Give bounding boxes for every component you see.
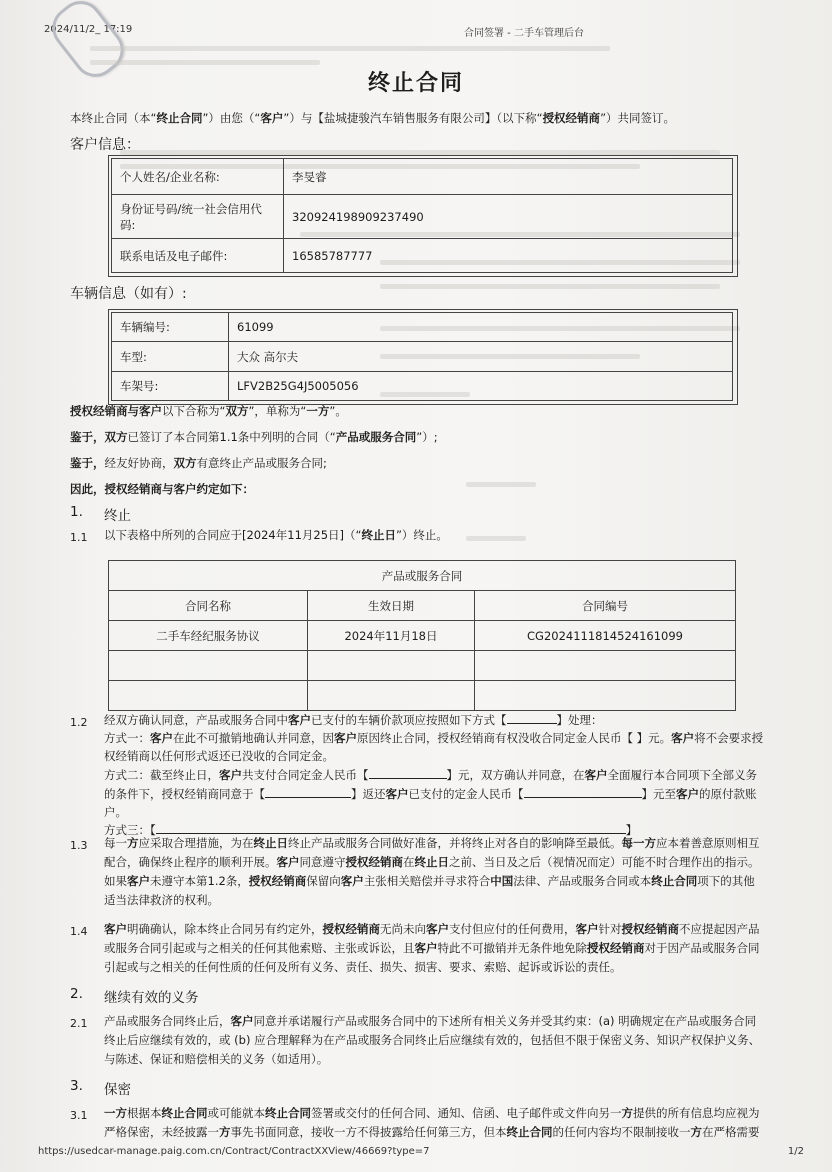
- product-header-number: 合同编号: [475, 591, 736, 621]
- page-number: 1/2: [787, 1146, 804, 1157]
- customer-contact-label: 联系电话及电子邮件:: [112, 239, 284, 273]
- clause-1-2-method-2-cont: 的条件下，授权经销商同意于【 】返还客户已支付的定金人民币【 】元至客户的原付款账: [104, 787, 757, 801]
- parties-paragraph: 授权经销商与客户以下合称为“双方”，单称为“一方”。: [70, 404, 347, 418]
- section-1-title: 终止: [104, 508, 131, 524]
- print-app-title: 合同签署 - 二手车管理后台: [464, 28, 584, 39]
- product-cell-name: 二手车经纪服务协议: [109, 621, 308, 651]
- clause-1-4-number: 1.4: [70, 925, 88, 938]
- customer-contact-value: 16585787777: [284, 239, 733, 273]
- clause-1-3-line-2: 配合，确保终止程序的顺利开展。客户同意遵守授权经销商在终止日之前、当日及之后（视情况而定）可能不时合理作出的指示。: [104, 855, 760, 869]
- vehicle-model-label: 车型:: [112, 342, 229, 372]
- product-contract-table: [108, 560, 736, 711]
- clause-1-2-number: 1.2: [70, 716, 88, 729]
- clause-1-2-method-3: 方式三：【 】: [104, 823, 638, 837]
- product-cell-name: [109, 681, 308, 711]
- product-table-caption: 产品或服务合同: [109, 561, 736, 591]
- section-3-title: 保密: [104, 1082, 131, 1098]
- clause-1-3-line-3: 如果客户未遵守本第1.2条，授权经销商保留向客户主张相关赔偿并寻求符合中国法律、产品或服务合同或本终止合同项下的其他: [104, 874, 755, 888]
- product-cell-date: 2024年11月18日: [308, 621, 475, 651]
- clause-1-3-number: 1.3: [70, 839, 88, 852]
- print-footer: [38, 1146, 804, 1157]
- clause-1-2-method-1: 方式一：客户在此不可撤销地确认并同意，因客户原因终止合同，授权经销商有权没收合同定金人民币【 】元。客户将不会要求授: [104, 731, 764, 745]
- customer-info-table: [111, 158, 733, 273]
- product-cell-number: [475, 681, 736, 711]
- clause-1-4-line-2: 或服务合同引起或与之相关的任何其他索赔、主张或诉讼，且客户特此不可撤销并无条件地免除授权经销商对于因产品或服务合同: [104, 941, 760, 955]
- clause-3-1-line-2: 严格保密，未经披露一方事先书面同意，接收一方不得披露给任何第三方，但本终止合同的任何内容均不限制接收一方在严格需要: [104, 1125, 760, 1139]
- section-1-number: 1.: [70, 504, 83, 520]
- customer-name-label: 个人姓名/企业名称:: [112, 159, 284, 195]
- clause-2-1-line-1: 产品或服务合同终止后，客户同意并承诺履行产品或服务合同中的下述所有相关义务并受其约束：(a) 明确规定在产品或服务合同: [104, 1014, 757, 1028]
- intro-paragraph: 本终止合同（本“终止合同”）由您（“客户”）与【盐城捷骏汽车销售服务有限公司】（以下称“授权经销商”）共同签订。: [70, 111, 676, 125]
- product-header-name: 合同名称: [109, 591, 308, 621]
- clause-1-1-text: 以下表格中所列的合同应于[2024年11月25日]（“终止日”）终止。: [104, 528, 448, 542]
- product-header-date: 生效日期: [308, 591, 475, 621]
- whereas-1: 鉴于，双方已签订了本合同第1.1条中列明的合同（“产品或服务合同”）;: [70, 430, 438, 444]
- vehicle-info-heading: 车辆信息（如有）:: [70, 286, 187, 302]
- product-cell-name: [109, 651, 308, 681]
- vehicle-vin-label: 车架号:: [112, 372, 229, 401]
- vehicle-info-table: [111, 312, 733, 401]
- page-url: https://usedcar-manage.paig.com.cn/Contract/ContractXXView/46669?type=7: [38, 1146, 430, 1157]
- customer-id-label: 身份证号码/统一社会信用代码:: [112, 195, 284, 239]
- method-choice-blank: [507, 711, 557, 724]
- clause-1-1-number: 1.1: [70, 531, 88, 544]
- vehicle-vin-value: LFV2B25G4J5005056: [229, 372, 733, 401]
- refund-amount-blank: [524, 785, 642, 798]
- table-row: [109, 681, 736, 711]
- therefore-paragraph: 因此，授权经销商与客户约定如下：: [70, 482, 254, 496]
- product-cell-number: CG2024111814524161099: [475, 621, 736, 651]
- clause-1-2-method-2: 方式二：截至终止日，客户共支付合同定金人民币【 】元，双方确认并同意，在客户全面履行本合同项下全部义务: [104, 768, 757, 782]
- print-header: [44, 24, 772, 40]
- customer-info-frame: [108, 155, 738, 277]
- deposit-paid-blank: [369, 766, 447, 779]
- table-row: [109, 621, 736, 651]
- vehicle-info-frame: [108, 309, 738, 405]
- clause-3-1-number: 3.1: [70, 1109, 88, 1122]
- table-row: [109, 651, 736, 681]
- print-datetime: 2024/11/2_ 17:19: [44, 24, 133, 35]
- clause-1-2-method-2-end: 户。: [104, 805, 127, 819]
- customer-name-value: 李旻睿: [284, 159, 733, 195]
- section-2-number: 2.: [70, 986, 83, 1002]
- clause-1-3-line-1: 每一方应采取合理措施，为在终止日终止产品或服务合同做好准备，并将终止对各自的影响降至最低。每一方应本着善意原则相互: [104, 836, 760, 850]
- clause-2-1-number: 2.1: [70, 1017, 88, 1030]
- section-2-title: 继续有效的义务: [104, 990, 199, 1006]
- clause-1-2-head: 经双方确认同意，产品或服务合同中客户已支付的车辆价款项应按照如下方式【 】处理：: [104, 713, 603, 727]
- clause-1-4-line-3: 引起或与之相关的任何性质的任何及所有义务、责任、损失、损害、要求、索赔、起诉或诉讼的责任。: [104, 960, 622, 974]
- vehicle-model-value: 大众 高尔夫: [229, 342, 733, 372]
- product-cell-number: [475, 651, 736, 681]
- method-3-blank: [156, 821, 626, 834]
- vehicle-number-value: 61099: [229, 313, 733, 342]
- clause-1-3-line-4: 适当法律救济的权利。: [104, 893, 219, 907]
- refund-date-blank: [265, 785, 351, 798]
- clause-2-1-line-3: 与陈述、保证和赔偿相关的义务（如适用）。: [104, 1052, 329, 1066]
- clause-1-4-line-1: 客户明确确认，除本终止合同另有约定外，授权经销商无尚未向客户支付但应付的任何费用，客户针对授权经销商不应提起因产品: [104, 922, 760, 936]
- customer-id-value: 320924198909237490: [284, 195, 733, 239]
- clause-1-2-method-1-cont: 权经销商以任何形式返还已没收的合同定金。: [104, 749, 334, 763]
- clause-2-1-line-2: 终止后应继续有效的，或 (b) 应合理解释为在产品或服务合同终止后应继续有效的，包括但不限于保密义务、知识产权保护义务、: [104, 1033, 761, 1047]
- document-title: 终止合同: [367, 71, 464, 96]
- product-cell-date: [308, 651, 475, 681]
- customer-info-heading: 客户信息：: [70, 137, 140, 153]
- clause-3-1-line-1: 一方根据本终止合同或可能就本终止合同签署或交付的任何合同、通知、信函、电子邮件或文件向另一方提供的所有信息均应视为: [104, 1106, 760, 1120]
- whereas-2: 鉴于，经友好协商，双方有意终止产品或服务合同;: [70, 456, 327, 470]
- vehicle-number-label: 车辆编号:: [112, 313, 229, 342]
- product-cell-date: [308, 681, 475, 711]
- section-3-number: 3.: [70, 1078, 83, 1094]
